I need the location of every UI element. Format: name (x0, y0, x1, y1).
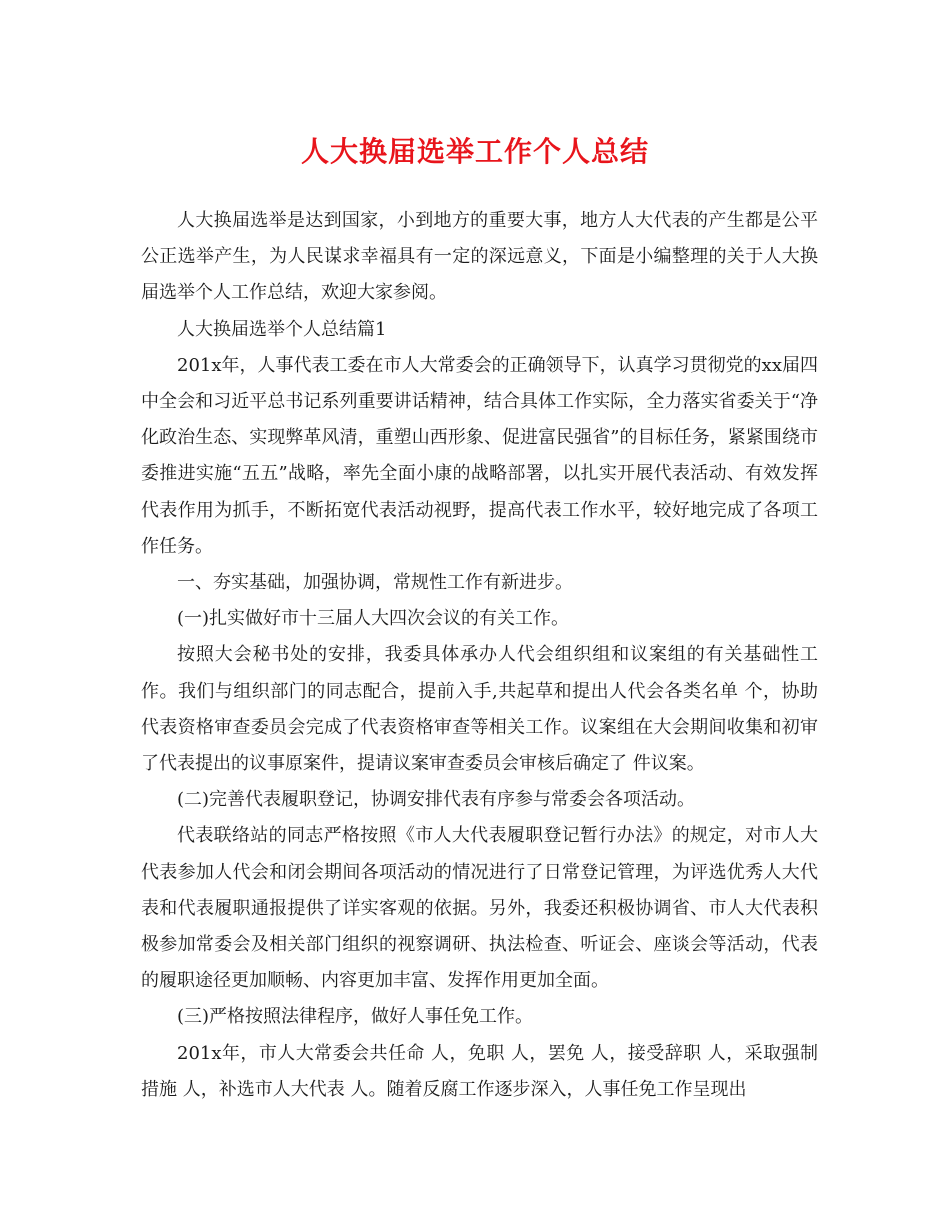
subsection-heading: (三)严格按照法律程序，做好人事任免工作。 (177, 1006, 534, 1028)
body-paragraph: 按照大会秘书处的安排，我委具体承办人代会组织组和议案组的有关基础性工作。我们与组织部门的同志配合，提前入手,共起草和提出人代会各类名单 个，协助代表资格审查委员会完成了代表资格审查等相关工作。议案组在大会期间收集和初审了代表提出的议事原案件，提请议案审查委员会审核后确定了 件议案。 (141, 644, 818, 775)
document-body (141, 203, 818, 1108)
section-heading: 一、夯实基础，加强协调，常规性工作有新进步。 (177, 572, 573, 594)
subsection-heading: (一)扎实做好市十三届人大四次会议的有关工作。 (177, 608, 570, 630)
document-title: 人大换届选举工作个人总结 (300, 135, 649, 168)
subsection-heading: (二)完善代表履职登记，协调安排代表有序参与常委会各项活动。 (177, 789, 696, 811)
body-paragraph: 201x年，人事代表工委在市人大常委会的正确领导下，认真学习贯彻党的xx届四中全会和习近平总书记系列重要讲话精神，结合具体工作实际，全力落实省委关于“净化政治生态、实现弊革风清，重塑山西形象、促进富民强省”的目标任务，紧紧围绕市委推进实施“五五”战略，率先全面小康的战略部署，以扎实开展代表活动、有效发挥代表作用为抓手，不断拓宽代表活动视野，提高代表工作水平，较好地完成了各项工作任务。 (141, 354, 818, 557)
section-heading-part-1: 人大换届选举个人总结篇1 (177, 318, 387, 340)
intro-paragraph: 人大换届选举是达到国家，小到地方的重要大事，地方人大代表的产生都是公平公正选举产生，为人民谋求幸福具有一定的深远意义，下面是小编整理的关于人大换届选举个人工作总结，欢迎大家参阅。 (141, 210, 818, 304)
body-paragraph: 201x年，市人大常委会共任命 人，免职 人，罢免 人，接受辞职 人，采取强制措施 人，补选市人大代表 人。随着反腐工作逐步深入，人事任免工作呈现出 (141, 1042, 818, 1100)
body-paragraph: 代表联络站的同志严格按照《市人大代表履职登记暂行办法》的规定，对市人大代表参加人代会和闭会期间各项活动的情况进行了日常登记管理，为评选优秀人大代表和代表履职通报提供了详实客观的依据。另外，我委还积极协调省、市人大代表积极参加常委会及相关部门组织的视察调研、执法检查、听证会、座谈会等活动，代表的履职途径更加顺畅、内容更加丰富、发挥作用更加全面。 (141, 825, 818, 992)
